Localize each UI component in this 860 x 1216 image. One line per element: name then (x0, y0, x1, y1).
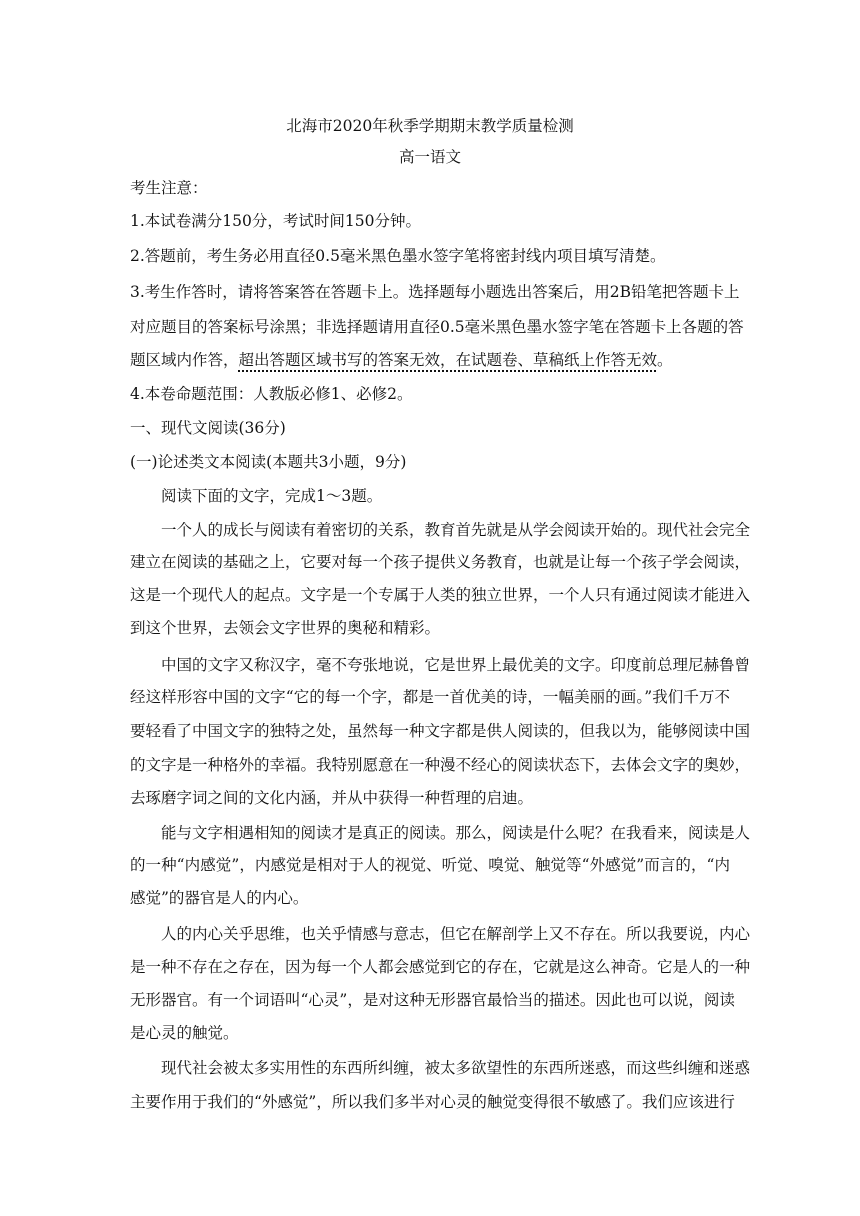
notice-item-2: 2.答题前，考生务必用直径0.5毫米黑色墨水签字笔将密封线内项目填写清楚。 (130, 247, 666, 265)
reading-instruction: 阅读下面的文字，完成1～3题。 (161, 487, 383, 505)
notice-item-3-line-2: 对应题目的答案标号涂黑；非选择题请用直径0.5毫米黑色墨水签字笔在答题卡上各题的答 (130, 318, 744, 336)
passage-p2-line-3: 要轻看了中国文字的独特之处，虽然每一种文字都是供人阅读的，但我以为，能够阅读中国 (130, 722, 751, 740)
passage-p2-line-2: 经这样形容中国的文字“它的每一个字，都是一首优美的诗，一幅美丽的画。”我们千万不 (130, 688, 730, 706)
passage-p5-line-2: 主要作用于我们的“外感觉”，所以我们多半对心灵的触觉变得很不敏感了。我们应该进行 (130, 1093, 735, 1111)
passage-p1-line-2: 建立在阅读的基础之上，它要对每一个孩子提供义务教育，也就是让每一个孩子学会阅读， (130, 553, 751, 571)
passage-p5-line-1: 现代社会被太多实用性的东西所纠缠，被太多欲望性的东西所迷惑，而这些纠缠和迷惑 (161, 1059, 751, 1077)
notice-item-3-line-1: 3.考生作答时，请将答案答在答题卡上。选择题每小题选出答案后，用2B铅笔把答题卡上 (130, 283, 740, 301)
subsection-heading: (一)论述类文本阅读(本题共3小题，9分) (130, 453, 407, 471)
passage-p4-line-3: 无形器官。有一个词语叫“心灵”，是对这种无形器官最恰当的描述。因此也可以说，阅读 (130, 991, 735, 1009)
exam-title: 北海市2020年秋季学期期末教学质量检测 (286, 117, 574, 135)
notice-item-3-plain-text: 题区域内作答， (130, 351, 239, 369)
passage-p3-line-3: 感觉”的器官是人的内心。 (130, 889, 309, 907)
exam-subject: 高一语文 (398, 148, 461, 166)
passage-p1-line-1: 一个人的成长与阅读有着密切的关系，教育首先就是从学会阅读开始的。现代社会完全 (161, 521, 751, 539)
passage-p3-line-2: 的一种“内感觉”，内感觉是相对于人的视觉、听觉、嗅觉、触觉等“外感觉”而言的，“内 (130, 856, 730, 874)
notice-item-3-line-3 (130, 350, 730, 370)
passage-p4-line-1: 人的内心关乎思维，也关乎情感与意志，但它在解剖学上又不存在。所以我要说，内心 (161, 925, 751, 943)
passage-p1-line-3: 这是一个现代人的起点。文字是一个专属于人类的独立世界，一个人只有通过阅读才能进入 (130, 586, 751, 604)
notice-item-1: 1.本试卷满分150分，考试时间150分钟。 (130, 212, 421, 230)
passage-p2-line-1: 中国的文字又称汉字，毫不夸张地说，它是世界上最优美的文字。印度前总理尼赫鲁曾 (161, 656, 751, 674)
passage-p1-line-4: 到这个世界，去领会文字世界的奥秘和精彩。 (130, 619, 441, 637)
passage-p3-line-1: 能与文字相遇相知的阅读才是真正的阅读。那么，阅读是什么呢？在我看来，阅读是人 (161, 824, 751, 842)
notice-heading: 考生注意： (130, 179, 208, 197)
notice-item-4: 4.本卷命题范围：人教版必修1、必修2。 (130, 385, 413, 403)
notice-item-3-end: 。 (657, 351, 673, 369)
passage-p4-line-2: 是一种不存在之存在，因为每一个人都会感觉到它的存在，它就是这么神奇。它是人的一种 (130, 958, 751, 976)
passage-p4-line-4: 是心灵的触觉。 (130, 1024, 239, 1042)
section-heading: 一、现代文阅读(36分) (130, 419, 286, 437)
passage-p2-line-4: 的文字是一种格外的幸福。我特别愿意在一种漫不经心的阅读状态下，去体会文字的奥妙， (130, 756, 751, 774)
notice-item-3-emphasis: 超出答题区域书写的答案无效，在试题卷、草稿纸上作答无效 (238, 351, 658, 369)
passage-p2-line-5: 去琢磨字词之间的文化内涵，并从中获得一种哲理的启迪。 (130, 789, 534, 807)
